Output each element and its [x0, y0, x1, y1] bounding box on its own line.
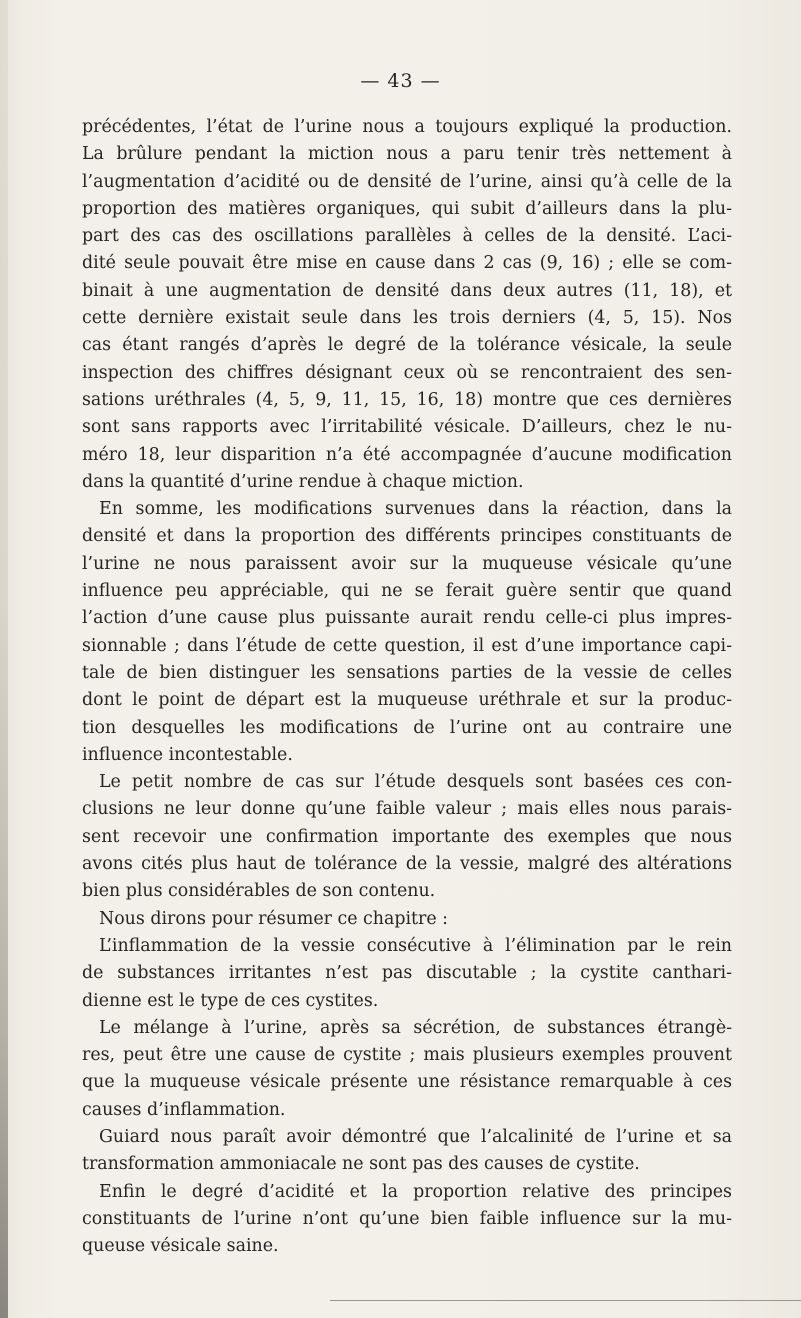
text-line: cas étant rangés d’après le degré de la tolérance vésicale, la seule — [82, 335, 732, 356]
text-line: part des cas des oscillations parallèles à celles de la densité. L’aci- — [82, 226, 732, 247]
body-text — [82, 114, 732, 1260]
text-line: avons cités plus haut de tolérance de la vessie, malgré des altérations — [82, 854, 732, 875]
text-line: sent recevoir une confirmation importante des exemples que nous — [82, 826, 732, 847]
paragraph-end-line: bien plus considérables de son contenu. — [82, 881, 436, 902]
text-line: densité et dans la proportion des différents principes constituants de — [82, 526, 732, 547]
text-line: précédentes, l’état de l’urine nous a toujours expliqué la production. — [82, 117, 732, 137]
paragraph-start-line: Le petit nombre de cas sur l’étude desquels sont basées ces con- — [99, 772, 732, 793]
paragraph-end-line: transformation ammoniacale ne sont pas des causes de cystite. — [82, 1154, 640, 1175]
paragraph-start-line: Le mélange à l’urine, après sa sécrétion, de substances étrangè- — [99, 1017, 732, 1038]
text-line: l’augmentation d’acidité ou de densité de l’urine, ainsi qu’à celle de la — [82, 171, 732, 192]
paragraph-end-line: dans la quantité d’urine rendue à chaque miction. — [82, 471, 524, 492]
text-line: La brûlure pendant la miction nous a paru tenir très nettement à — [82, 144, 732, 165]
text-line: res, peut être une cause de cystite ; mais plusieurs exemples prouvent — [82, 1045, 732, 1066]
page-binding-edge — [0, 0, 8, 1318]
paragraph-end-line: queuse vésicale saine. — [82, 1236, 279, 1257]
text-line: l’action d’une cause plus puissante aurait rendu celle-ci plus impres- — [82, 608, 732, 629]
text-line: que la muqueuse vésicale présente une résistance remarquable à ces — [82, 1072, 732, 1093]
paragraph-start-line: L’inflammation de la vessie consécutive à l’élimination par le rein — [99, 935, 732, 956]
text-line: dont le point de départ est la muqueuse uréthrale et sur la produc- — [82, 690, 732, 711]
text-line: méro 18, leur disparition n’a été accompagnée d’aucune modification — [82, 444, 732, 465]
text-line: influence peu appréciable, qui ne se ferait guère sentir que quand — [82, 581, 732, 602]
paragraph-line: Nous dirons pour résumer ce chapitre : — [99, 908, 449, 929]
page-bottom-rule — [330, 1300, 801, 1301]
text-line: tion desquelles les modifications de l’urine ont au contraire une — [82, 717, 732, 738]
text-line: de substances irritantes n’est pas discutable ; la cystite canthari- — [82, 963, 732, 984]
text-line: l’urine ne nous paraissent avoir sur la muqueuse vésicale qu’une — [82, 553, 732, 574]
paragraph-end-line: causes d’inflammation. — [82, 1099, 286, 1120]
paragraph-end-line: influence incontestable. — [82, 744, 293, 765]
text-line: inspection des chiffres désignant ceux où se rencontraient des sen- — [82, 362, 732, 383]
text-line: cette dernière existait seule dans les trois derniers (4, 5, 15). Nos — [82, 308, 732, 329]
text-line: binait à une augmentation de densité dans deux autres (11, 18), et — [82, 280, 732, 301]
text-line: sont sans rapports avec l’irritabilité vésicale. D’ailleurs, chez le nu- — [82, 417, 732, 438]
text-line: tale de bien distinguer les sensations parties de la vessie de celles — [82, 662, 732, 683]
paragraph-start-line: Enfin le degré d’acidité et la proportion relative des principes — [99, 1181, 732, 1202]
text-line: proportion des matières organiques, qui subit d’ailleurs dans la plu- — [82, 198, 732, 219]
page-number: — 43 — — [360, 70, 441, 92]
text-line: dité seule pouvait être mise en cause dans 2 cas (9, 16) ; elle se com- — [82, 253, 732, 274]
paragraph-start-line: En somme, les modifications survenues dans la réaction, dans la — [99, 499, 732, 520]
text-line: constituants de l’urine n’ont qu’une bien faible influence sur la mu- — [82, 1208, 732, 1229]
text-line: sations uréthrales (4, 5, 9, 11, 15, 16, 18) montre que ces dernières — [82, 389, 732, 410]
text-line: clusions ne leur donne qu’une faible valeur ; mais elles nous parais- — [82, 799, 732, 820]
text-line: sionnable ; dans l’étude de cette question, il est d’une importance capi- — [82, 635, 732, 656]
paragraph-start-line: Guiard nous paraît avoir démontré que l’alcalinité de l’urine et sa — [99, 1126, 732, 1147]
paragraph-end-line: dienne est le type de ces cystites. — [82, 990, 379, 1011]
